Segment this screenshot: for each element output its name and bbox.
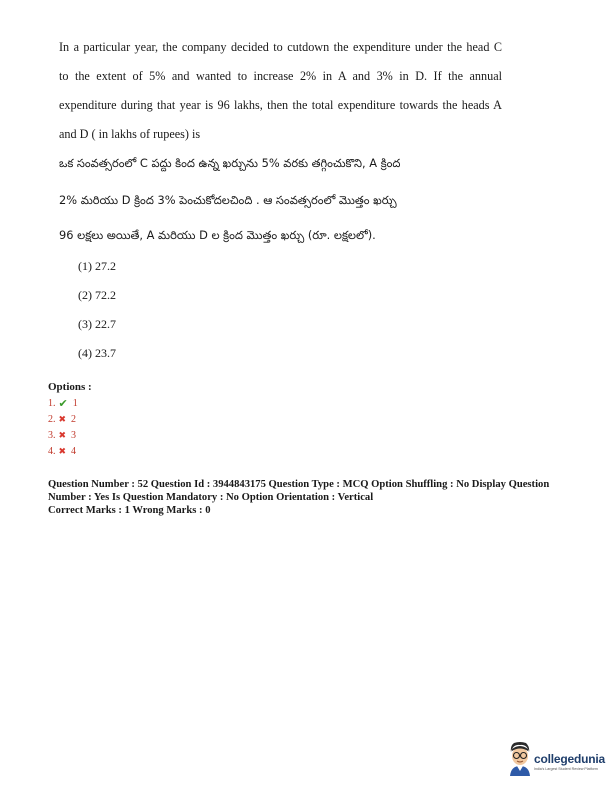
question-telugu-line: 2% మరియు D క్రింద 3% పెంచుకోదలచింది . ఆ సంవత్సరంలో మొత్తం ఖర్చు xyxy=(59,193,397,207)
options-label: Options : xyxy=(48,381,92,393)
question-english-line: to the extent of 5% and wanted to increase 2% in A and 3% in D. If the annual xyxy=(59,69,502,83)
option-value: 3 xyxy=(71,430,77,441)
question-telugu-line: ఒక సంవత్సరంలో C పద్దు కింద ఉన్న ఖర్చును 5% వరకు తగ్గించుకొని, A క్రింద xyxy=(59,156,401,170)
metadata-line: Question Number : 52 Question Id : 3944843175 Question Type : MCQ Option Shuffling : No Display Question Number : Yes Is Question Mandatory : No Option Orientation : Vertical xyxy=(48,479,550,503)
option-choice-3 xyxy=(48,430,76,442)
answer-option: (3) 22.7 xyxy=(78,317,116,331)
question-english-line: expenditure during that year is 96 lakhs, then the total expenditure towards the heads A xyxy=(59,98,502,112)
option-value: 4 xyxy=(71,446,77,457)
cross-icon: ✖ xyxy=(58,431,67,441)
question-english-line: In a particular year, the company decided to cutdown the expenditure under the head C xyxy=(59,40,502,54)
brand-tagline: India's Largest Student Review Platform xyxy=(534,767,598,771)
answer-option: (4) 23.7 xyxy=(78,346,116,360)
question-english-line: and D ( in lakhs of rupees) is xyxy=(59,127,201,141)
collegedunia-logo xyxy=(507,742,607,782)
option-number: 4. xyxy=(48,446,56,457)
option-value: 1 xyxy=(72,398,78,409)
option-number: 2. xyxy=(48,414,56,425)
option-number: 3. xyxy=(48,430,56,441)
brand-name: collegedunia xyxy=(534,752,605,766)
option-value: 2 xyxy=(71,414,77,425)
question-metadata xyxy=(48,478,578,517)
option-choice-2 xyxy=(48,414,76,426)
question-telugu-line: 96 లక్షలు అయితే, A మరియు D ల క్రింద మొత్తం ఖర్చు (రూ. లక్షలలో). xyxy=(59,228,376,242)
cross-icon: ✖ xyxy=(58,447,67,457)
answer-option: (1) 27.2 xyxy=(78,259,116,273)
check-icon: ✔ xyxy=(58,397,68,410)
metadata-marks: Correct Marks : 1 Wrong Marks : 0 xyxy=(48,505,211,516)
cross-icon: ✖ xyxy=(58,415,67,425)
option-choice-1 xyxy=(48,398,78,410)
mascot-icon xyxy=(507,742,533,776)
answer-option: (2) 72.2 xyxy=(78,288,116,302)
option-number: 1. xyxy=(48,398,56,409)
option-choice-4 xyxy=(48,446,76,458)
